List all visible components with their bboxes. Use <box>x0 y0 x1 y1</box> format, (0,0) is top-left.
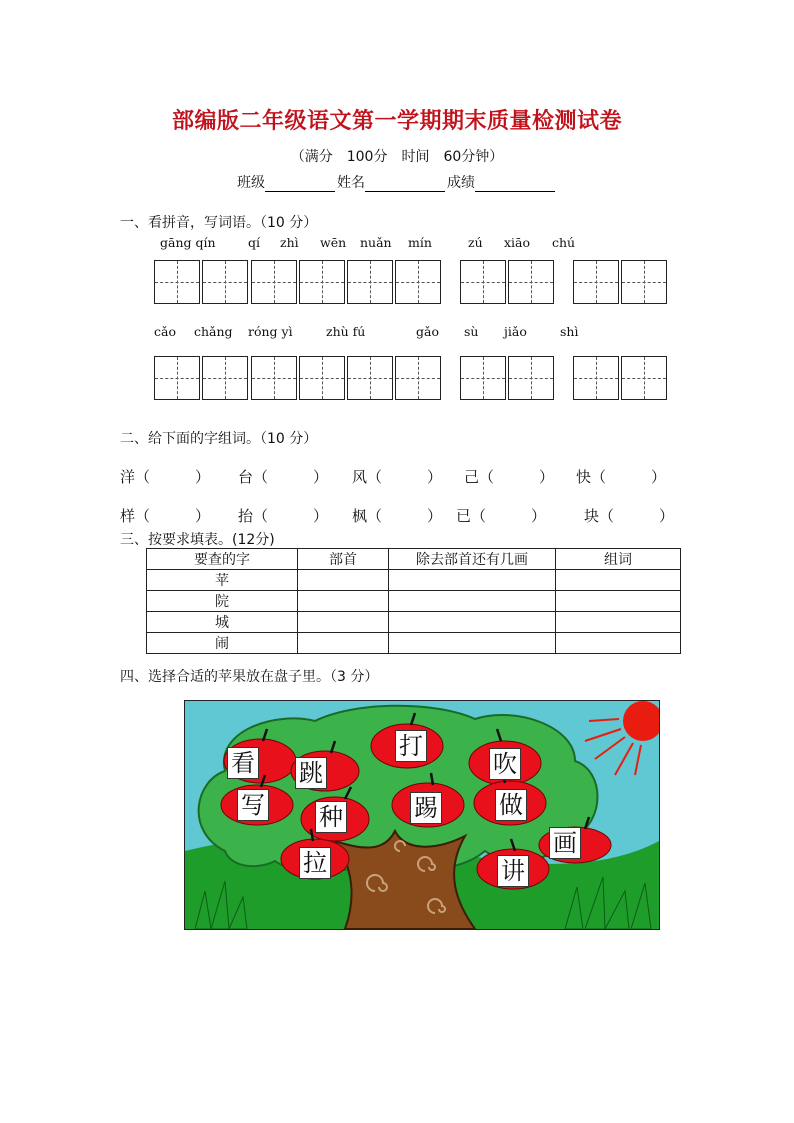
table-cell-char: 城 <box>147 612 298 633</box>
writing-cell[interactable] <box>202 356 248 400</box>
section2-heading: 二、给下面的字组词。（10 分） <box>120 431 318 447</box>
word-item[interactable]: 块（ ） <box>584 507 675 525</box>
pinyin: nuǎn <box>360 235 392 250</box>
writing-cell[interactable] <box>573 260 619 304</box>
writing-cell[interactable] <box>347 260 393 304</box>
writing-cell[interactable] <box>154 356 200 400</box>
apple-char[interactable]: 写 <box>237 789 269 821</box>
writing-cell[interactable] <box>573 356 619 400</box>
writing-cell[interactable] <box>299 260 345 304</box>
pinyin: qí <box>248 235 260 250</box>
class-label: 班级 <box>237 175 265 191</box>
table-cell-input[interactable] <box>389 612 556 633</box>
pinyin-row-2 <box>154 324 674 340</box>
pinyin: zú <box>468 235 483 250</box>
table-cell-input[interactable] <box>556 633 681 654</box>
table-cell-char: 院 <box>147 591 298 612</box>
pinyin: jiǎo <box>504 324 527 339</box>
pinyin: mín <box>408 235 432 250</box>
pinyin: zhì <box>280 235 299 250</box>
word-item[interactable]: 样（ ） <box>120 507 211 525</box>
table-row <box>147 633 681 654</box>
table-cell-input[interactable] <box>556 591 681 612</box>
table-cell-input[interactable] <box>298 633 389 654</box>
table-cell-input[interactable] <box>556 612 681 633</box>
table-cell-input[interactable] <box>298 591 389 612</box>
table-header-row <box>147 549 681 570</box>
word-item[interactable]: 风（ ） <box>352 468 443 486</box>
apple-char[interactable]: 看 <box>227 747 259 779</box>
pinyin-row-1 <box>160 235 680 251</box>
column-header: 除去部首还有几画 <box>389 549 556 570</box>
writing-cell[interactable] <box>508 260 554 304</box>
writing-grid-row-1 <box>154 260 674 306</box>
word-item[interactable]: 己（ ） <box>464 468 555 486</box>
section1-heading: 一、看拼音，写词语。（10 分） <box>120 215 318 231</box>
writing-cell[interactable] <box>251 260 297 304</box>
apple-char[interactable]: 吹 <box>489 748 521 780</box>
table-row <box>147 591 681 612</box>
word-item[interactable]: 已（ ） <box>456 507 547 525</box>
word-item[interactable]: 快（ ） <box>576 468 667 486</box>
table-row <box>147 612 681 633</box>
apple-char[interactable]: 做 <box>495 789 527 821</box>
score-field[interactable] <box>475 177 555 192</box>
name-label: 姓名 <box>337 175 365 191</box>
pinyin: cǎo <box>154 324 176 339</box>
apple-char[interactable]: 画 <box>549 827 581 859</box>
page-title: 部编版二年级语文第一学期期末质量检测试卷 <box>171 109 622 134</box>
table-cell-input[interactable] <box>389 570 556 591</box>
radical-table <box>146 548 681 654</box>
pinyin: zhù fú <box>326 324 366 339</box>
writing-cell[interactable] <box>154 260 200 304</box>
apple-char[interactable]: 打 <box>395 730 427 762</box>
table-row <box>147 570 681 591</box>
name-field[interactable] <box>365 177 445 192</box>
column-header: 部首 <box>298 549 389 570</box>
table-cell-input[interactable] <box>556 570 681 591</box>
student-info-line <box>0 172 794 192</box>
apple-char[interactable]: 种 <box>315 801 347 833</box>
word-item[interactable]: 台（ ） <box>238 468 329 486</box>
column-header: 组词 <box>556 549 681 570</box>
apple-char[interactable]: 跳 <box>295 757 327 789</box>
writing-cell[interactable] <box>395 260 441 304</box>
section3-heading: 三、按要求填表。(12分) <box>120 532 275 548</box>
word-row-1 <box>120 466 680 486</box>
writing-cell[interactable] <box>202 260 248 304</box>
writing-cell[interactable] <box>251 356 297 400</box>
writing-cell[interactable] <box>508 356 554 400</box>
word-row-2 <box>120 505 680 525</box>
word-item[interactable]: 洋（ ） <box>120 468 211 486</box>
apple-tree-illustration <box>184 700 660 930</box>
writing-cell[interactable] <box>621 260 667 304</box>
pinyin: xiāo <box>504 235 531 250</box>
pinyin: gǎo <box>416 324 439 339</box>
score-label: 成绩 <box>447 175 475 191</box>
table-cell-input[interactable] <box>389 633 556 654</box>
word-item[interactable]: 枫（ ） <box>352 507 443 525</box>
column-header: 要查的字 <box>147 549 298 570</box>
table-cell-input[interactable] <box>298 612 389 633</box>
pinyin: wēn <box>320 235 347 250</box>
apple-char[interactable]: 拉 <box>299 847 331 879</box>
apple-char[interactable]: 讲 <box>497 855 529 887</box>
writing-cell[interactable] <box>395 356 441 400</box>
pinyin: chú <box>552 235 576 250</box>
pinyin: shì <box>560 324 579 339</box>
pinyin: chǎng <box>194 324 233 339</box>
table-cell-input[interactable] <box>389 591 556 612</box>
table-cell-char: 苹 <box>147 570 298 591</box>
pinyin: sù <box>464 324 479 339</box>
table-cell-char: 闹 <box>147 633 298 654</box>
writing-cell[interactable] <box>460 356 506 400</box>
table-cell-input[interactable] <box>298 570 389 591</box>
writing-cell[interactable] <box>460 260 506 304</box>
pinyin: róng yì <box>248 324 293 339</box>
writing-cell[interactable] <box>347 356 393 400</box>
exam-meta: （满分 100分 时间 60分钟） <box>290 149 504 165</box>
word-item[interactable]: 抬（ ） <box>238 507 329 525</box>
writing-cell[interactable] <box>299 356 345 400</box>
class-field[interactable] <box>265 177 335 192</box>
apple-char[interactable]: 踢 <box>410 792 442 824</box>
pinyin: gāng qín <box>160 235 216 250</box>
section4-heading: 四、选择合适的苹果放在盘子里。（3 分） <box>120 669 379 685</box>
writing-grid-row-2 <box>154 356 674 402</box>
writing-cell[interactable] <box>621 356 667 400</box>
